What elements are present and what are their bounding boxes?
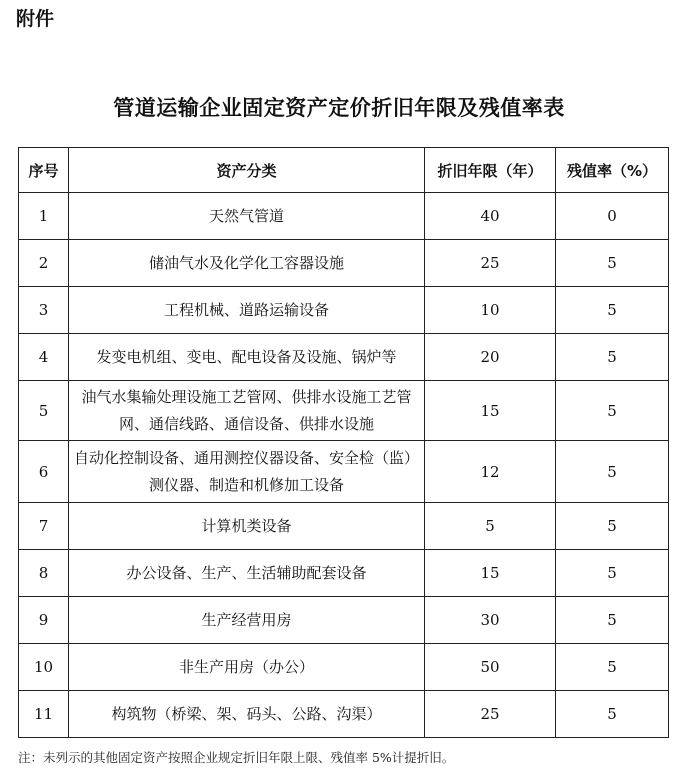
attachment-label: 附件 [16, 8, 55, 30]
cell-no: 3 [19, 287, 69, 334]
cell-category: 计算机类设备 [69, 503, 425, 550]
cell-years: 12 [425, 441, 556, 503]
table-row [19, 287, 669, 334]
cell-no: 7 [19, 503, 69, 550]
cell-residual: 5 [556, 691, 669, 738]
cell-residual: 0 [556, 193, 669, 240]
table-row [19, 550, 669, 597]
page-title: 管道运输企业固定资产定价折旧年限及残值率表 [113, 95, 565, 120]
cell-category: 储油气水及化学化工容器设施 [69, 240, 425, 287]
cell-category: 发变电机组、变电、配电设备及设施、锅炉等 [69, 334, 425, 381]
cell-residual: 5 [556, 334, 669, 381]
cell-years: 5 [425, 503, 556, 550]
cell-no: 1 [19, 193, 69, 240]
cell-years: 50 [425, 644, 556, 691]
cell-years: 40 [425, 193, 556, 240]
cell-category: 办公设备、生产、生活辅助配套设备 [69, 550, 425, 597]
cell-no: 6 [19, 441, 69, 503]
cell-residual: 5 [556, 381, 669, 441]
cell-residual: 5 [556, 441, 669, 503]
cell-no: 10 [19, 644, 69, 691]
cell-no: 9 [19, 597, 69, 644]
table-row [19, 691, 669, 738]
table-row [19, 644, 669, 691]
cell-years: 30 [425, 597, 556, 644]
header-category: 资产分类 [69, 148, 425, 193]
cell-years: 15 [425, 381, 556, 441]
table-row [19, 503, 669, 550]
cell-residual: 5 [556, 550, 669, 597]
cell-years: 15 [425, 550, 556, 597]
table-row [19, 193, 669, 240]
cell-no: 11 [19, 691, 69, 738]
table-row [19, 441, 669, 503]
cell-residual: 5 [556, 287, 669, 334]
cell-residual: 5 [556, 597, 669, 644]
cell-no: 5 [19, 381, 69, 441]
cell-category: 生产经营用房 [69, 597, 425, 644]
table-row [19, 240, 669, 287]
table-row [19, 381, 669, 441]
cell-no: 2 [19, 240, 69, 287]
cell-residual: 5 [556, 644, 669, 691]
cell-category: 构筑物（桥梁、架、码头、公路、沟渠） [69, 691, 425, 738]
cell-years: 20 [425, 334, 556, 381]
cell-category: 工程机械、道路运输设备 [69, 287, 425, 334]
table-header-row [19, 148, 669, 193]
header-years: 折旧年限（年） [425, 148, 556, 193]
cell-years: 25 [425, 691, 556, 738]
cell-years: 25 [425, 240, 556, 287]
cell-years: 10 [425, 287, 556, 334]
cell-residual: 5 [556, 503, 669, 550]
header-residual: 残值率（%） [556, 148, 669, 193]
footnote: 注：未列示的其他固定资产按照企业规定折旧年限上限、残值率 5%计提折旧。 [18, 750, 455, 765]
cell-category: 非生产用房（办公） [69, 644, 425, 691]
table-row [19, 334, 669, 381]
cell-no: 8 [19, 550, 69, 597]
cell-residual: 5 [556, 240, 669, 287]
cell-no: 4 [19, 334, 69, 381]
depreciation-table [18, 147, 669, 738]
cell-category: 自动化控制设备、通用测控仪器设备、安全检（监）测仪器、制造和机修加工设备 [69, 441, 425, 503]
table-row [19, 597, 669, 644]
cell-category: 油气水集输处理设施工艺管网、供排水设施工艺管网、通信线路、通信设备、供排水设施 [69, 381, 425, 441]
header-no: 序号 [19, 148, 69, 193]
cell-category: 天然气管道 [69, 193, 425, 240]
